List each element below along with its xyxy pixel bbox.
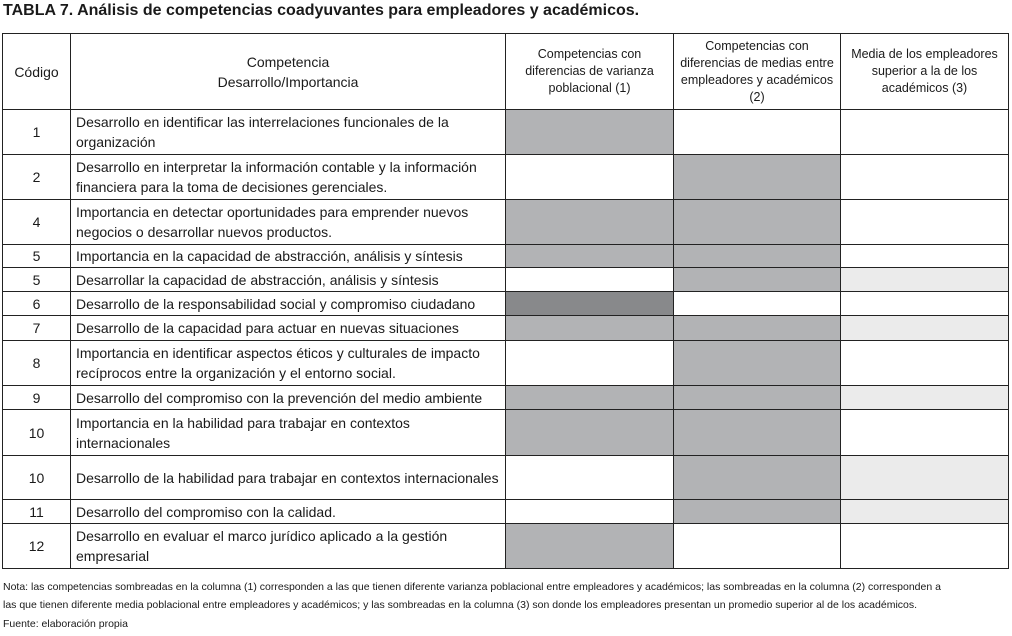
row-competencia: Importancia en la capacidad de abstracción, análisis y síntesis	[71, 245, 506, 268]
row-competencia: Desarrollo de la capacidad para actuar en nuevas situaciones	[71, 316, 506, 341]
row-competencia: Desarrollo de la responsabilidad social y compromiso ciudadano	[71, 292, 506, 316]
header-col2: Competencias con diferencias de medias entre empleadores y académicos (2)	[674, 34, 841, 110]
table-row	[3, 200, 1009, 245]
shade-cell-col2	[674, 268, 841, 292]
shade-cell-col3	[841, 245, 1009, 268]
shade-cell-col1	[506, 316, 674, 341]
shade-cell-col2	[674, 386, 841, 410]
shade-cell-col3	[841, 524, 1009, 569]
table-row	[3, 268, 1009, 292]
shade-cell-col2	[674, 316, 841, 341]
row-code: 2	[3, 155, 71, 200]
table-row	[3, 341, 1009, 386]
shade-cell-col2	[674, 200, 841, 245]
row-code: 6	[3, 292, 71, 316]
shade-cell-col1	[506, 245, 674, 268]
table-row	[3, 456, 1009, 500]
header-row	[3, 34, 1009, 110]
row-code: 7	[3, 316, 71, 341]
competencies-table	[2, 33, 1009, 569]
table-row	[3, 110, 1009, 155]
row-competencia: Importancia en detectar oportunidades para emprender nuevos negocios o desarrollar nuevos productos.	[71, 200, 506, 245]
table-row	[3, 292, 1009, 316]
note-line-1: Nota: las competencias sombreadas en la columna (1) corresponden a las que tienen diferente varianza poblacional entre empleadores y académicos; las sombreadas en la columna (2) corresponden a	[3, 581, 941, 593]
shade-cell-col2	[674, 110, 841, 155]
shade-cell-col1	[506, 386, 674, 410]
table-row	[3, 386, 1009, 410]
row-competencia: Desarrollar la capacidad de abstracción, análisis y síntesis	[71, 268, 506, 292]
table-row	[3, 524, 1009, 569]
shade-cell-col1	[506, 524, 674, 569]
row-competencia: Desarrollo en identificar las interrelaciones funcionales de la organización	[71, 110, 506, 155]
note-line-2: las que tienen diferente media poblacional entre empleadores y académicos; y las sombreadas en la columna (3) son donde los empleadores presentan un promedio superior al de los académicos.	[3, 599, 918, 611]
source-note: Fuente: elaboración propia	[3, 618, 128, 630]
shade-cell-col3	[841, 110, 1009, 155]
shade-cell-col2	[674, 341, 841, 386]
row-code: 12	[3, 524, 71, 569]
header-competencia	[71, 34, 506, 110]
shade-cell-col1	[506, 341, 674, 386]
shade-cell-col3	[841, 386, 1009, 410]
header-col1: Competencias con diferencias de varianza poblacional (1)	[506, 34, 674, 110]
row-code: 1	[3, 110, 71, 155]
header-code: Código	[3, 34, 71, 110]
shade-cell-col2	[674, 245, 841, 268]
shade-cell-col1	[506, 410, 674, 456]
shade-cell-col1	[506, 200, 674, 245]
row-code: 5	[3, 245, 71, 268]
table-row	[3, 316, 1009, 341]
table-row	[3, 155, 1009, 200]
row-code: 10	[3, 456, 71, 500]
shade-cell-col1	[506, 155, 674, 200]
row-competencia: Importancia en identificar aspectos éticos y culturales de impacto recíprocos entre la organización y el entorno social.	[71, 341, 506, 386]
row-competencia: Importancia en la habilidad para trabajar en contextos internacionales	[71, 410, 506, 456]
row-competencia: Desarrollo del compromiso con la calidad.	[71, 500, 506, 524]
header-comp-line2: Desarrollo/Importancia	[217, 73, 359, 90]
table-row	[3, 410, 1009, 456]
shade-cell-col1	[506, 292, 674, 316]
shade-cell-col3	[841, 292, 1009, 316]
shade-cell-col1	[506, 268, 674, 292]
header-comp-line1: Competencia	[246, 53, 330, 70]
shade-cell-col3	[841, 200, 1009, 245]
shade-cell-col3	[841, 410, 1009, 456]
row-competencia: Desarrollo de la habilidad para trabajar en contextos internacionales	[71, 456, 506, 500]
table-row	[3, 245, 1009, 268]
row-code: 8	[3, 341, 71, 386]
row-competencia: Desarrollo en interpretar la información contable y la información financiera para la toma de decisiones gerenciales.	[71, 155, 506, 200]
row-code: 4	[3, 200, 71, 245]
shade-cell-col2	[674, 500, 841, 524]
shade-cell-col3	[841, 341, 1009, 386]
table-title: TABLA 7. Análisis de competencias coadyuvantes para empleadores y académicos.	[3, 2, 640, 19]
header-col3: Media de los empleadores superior a la de los académicos (3)	[841, 34, 1009, 110]
shade-cell-col2	[674, 456, 841, 500]
row-code: 9	[3, 386, 71, 410]
shade-cell-col1	[506, 110, 674, 155]
row-competencia: Desarrollo en evaluar el marco jurídico aplicado a la gestión empresarial	[71, 524, 506, 569]
table-row	[3, 500, 1009, 524]
row-code: 5	[3, 268, 71, 292]
shade-cell-col2	[674, 155, 841, 200]
shade-cell-col2	[674, 410, 841, 456]
row-competencia: Desarrollo del compromiso con la prevención del medio ambiente	[71, 386, 506, 410]
shade-cell-col1	[506, 456, 674, 500]
row-code: 10	[3, 410, 71, 456]
shade-cell-col1	[506, 500, 674, 524]
shade-cell-col3	[841, 456, 1009, 500]
shade-cell-col2	[674, 524, 841, 569]
shade-cell-col3	[841, 155, 1009, 200]
shade-cell-col2	[674, 292, 841, 316]
shade-cell-col3	[841, 268, 1009, 292]
shade-cell-col3	[841, 316, 1009, 341]
shade-cell-col3	[841, 500, 1009, 524]
row-code: 11	[3, 500, 71, 524]
